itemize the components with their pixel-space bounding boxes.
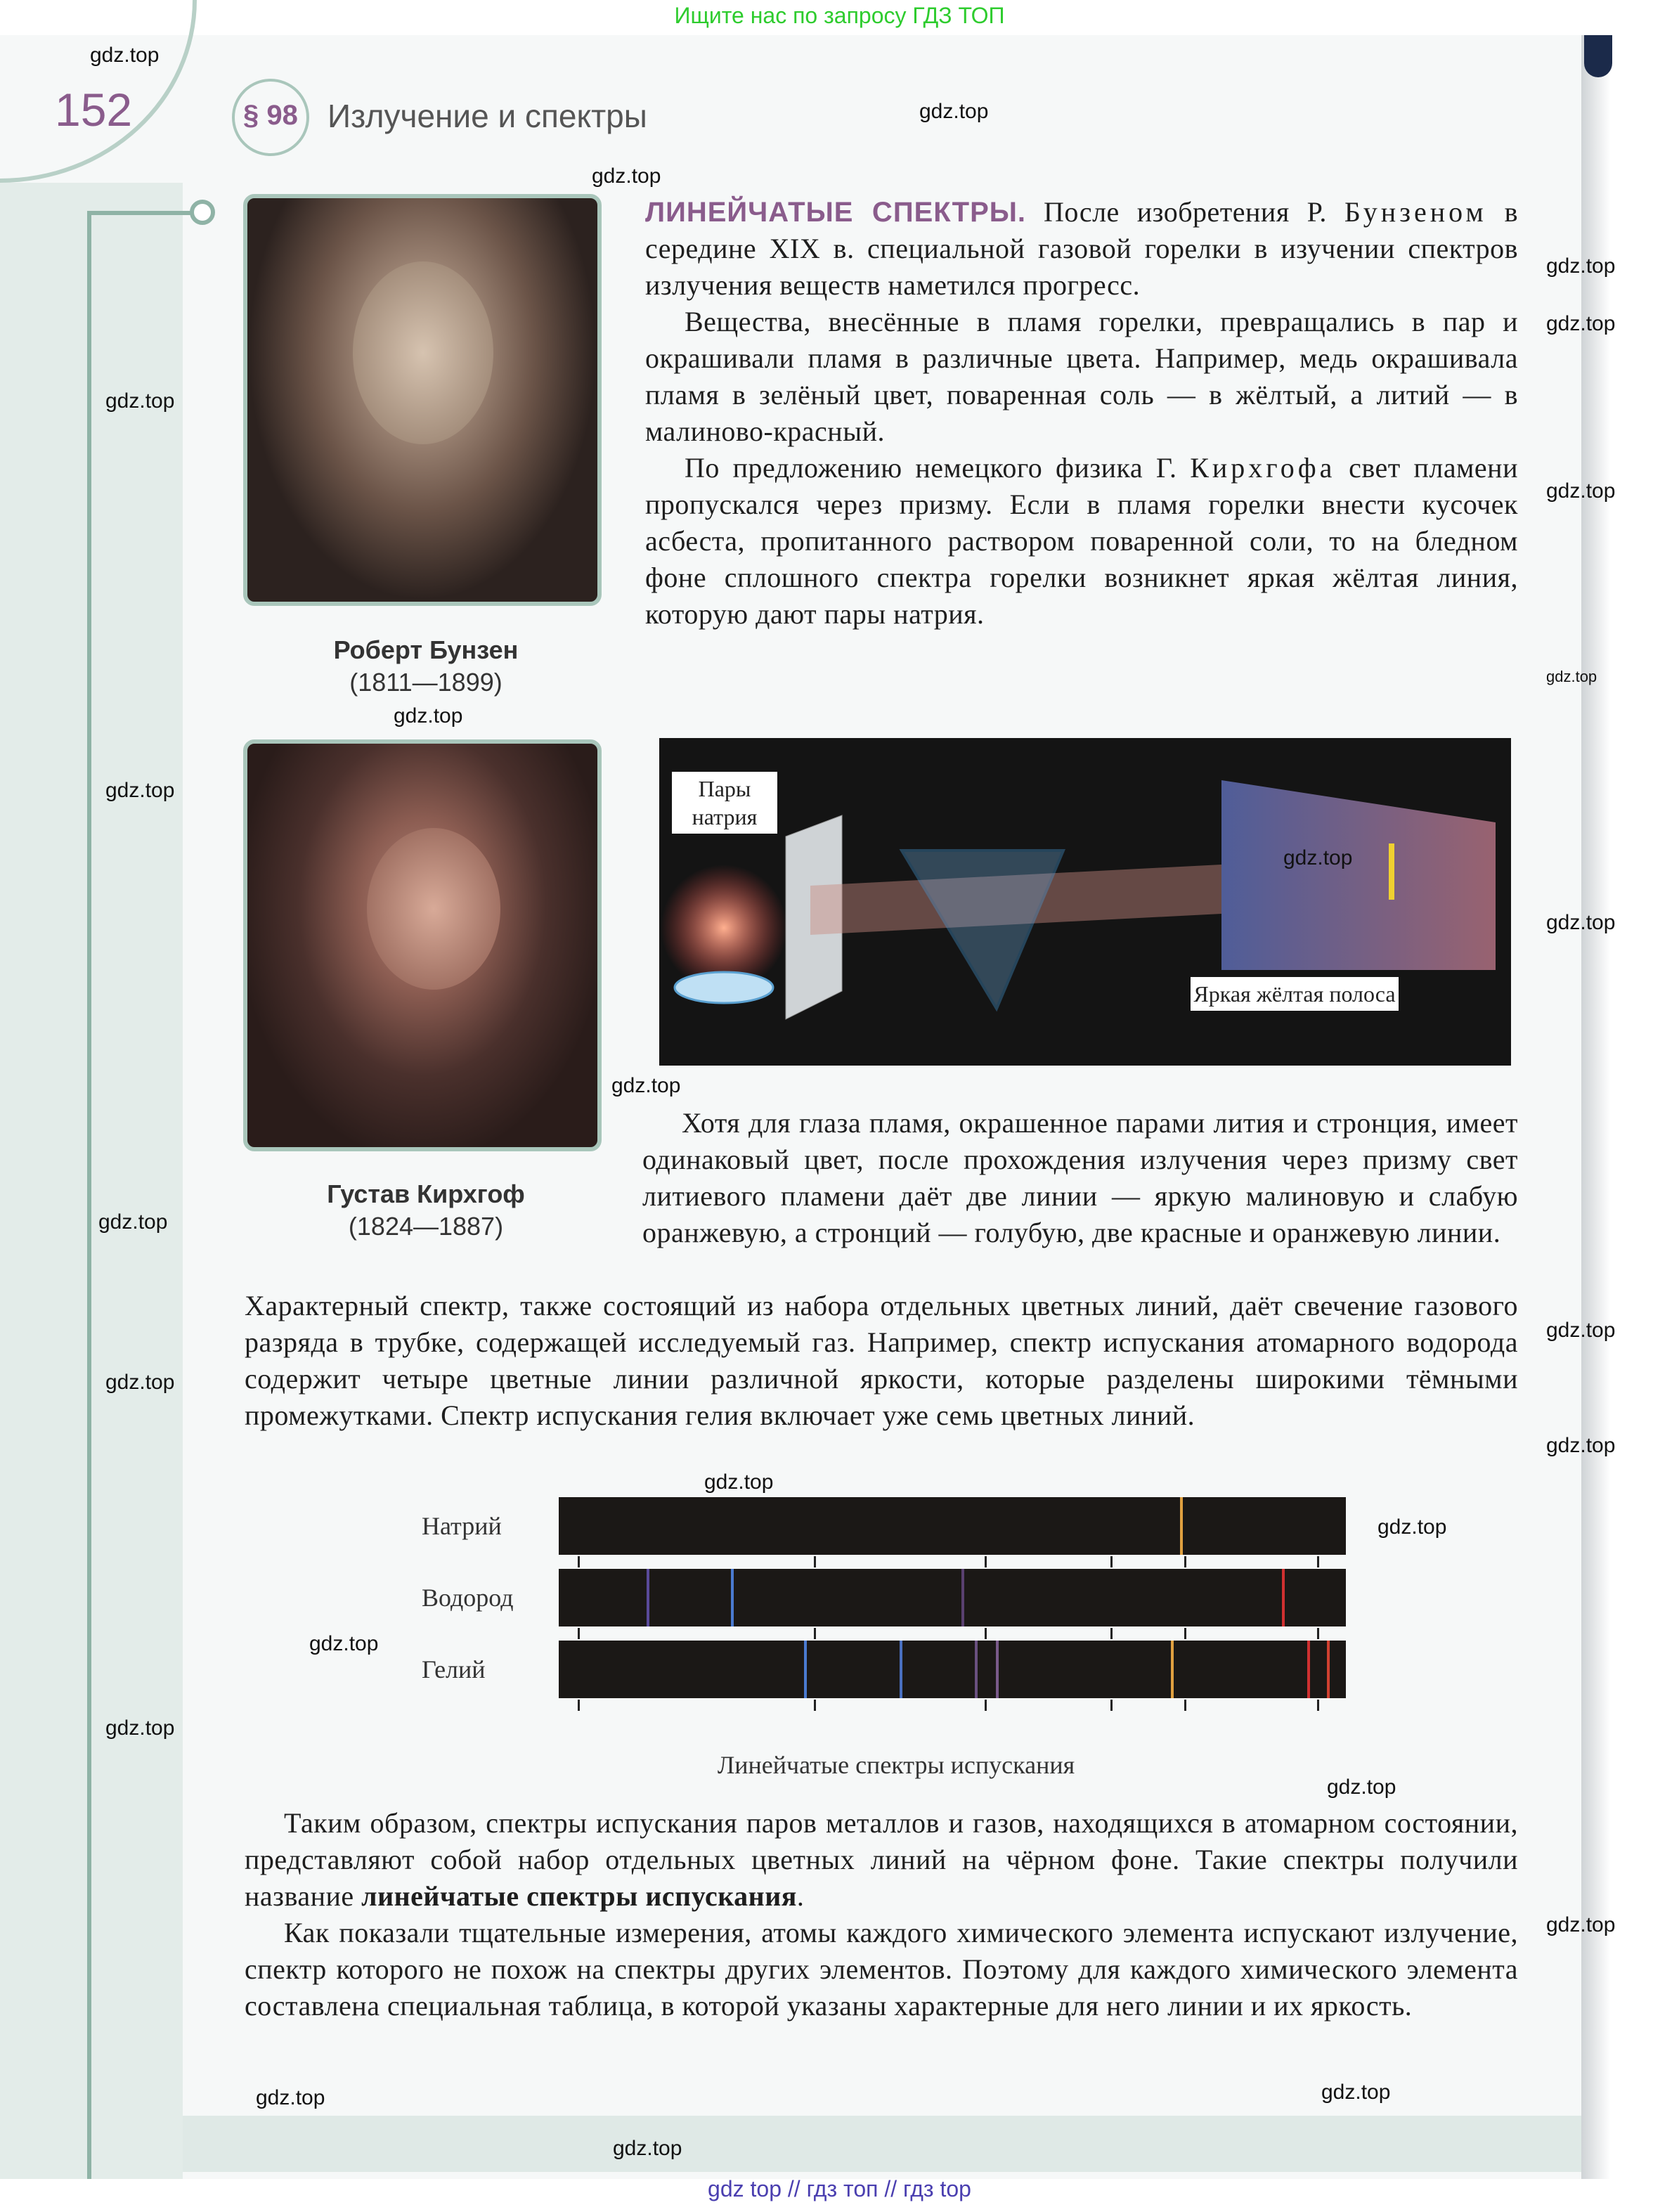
scale-tick xyxy=(1110,1556,1113,1567)
text-run: Бунзеном xyxy=(1344,196,1487,228)
subheading: ЛИНЕЙЧАТЫЕ СПЕКТРЫ. xyxy=(645,197,1027,228)
paragraph xyxy=(645,450,1518,633)
spectral-line xyxy=(731,1569,734,1626)
text-run: в середине XIX в. специальной газовой горелки в изучении спектров излучения веществ наметился прогресс. xyxy=(645,196,1518,301)
watermark: gdz.top xyxy=(98,1210,168,1234)
yellow-band xyxy=(1389,843,1394,900)
scale-tick xyxy=(578,1628,580,1639)
prism-diagram xyxy=(659,738,1511,1066)
spectrum-bar xyxy=(559,1569,1346,1626)
text-run: По предложению немецкого физика Г. xyxy=(685,452,1191,484)
spectrum-label: Натрий xyxy=(422,1512,502,1540)
scale-tick xyxy=(1317,1556,1319,1567)
text-run: После изобретения Р. xyxy=(1026,196,1344,228)
text-block-wide xyxy=(245,1288,1518,1434)
watermark: gdz.top xyxy=(613,2137,682,2160)
scale-tick xyxy=(985,1556,987,1567)
portrait-bunsen xyxy=(243,194,602,606)
watermark: gdz.top xyxy=(1546,312,1616,335)
face-shape xyxy=(353,261,493,444)
margin-rail xyxy=(87,211,91,2179)
scale-tick xyxy=(814,1700,816,1711)
portrait-years: (1811—1899) xyxy=(349,668,503,697)
prism xyxy=(902,850,1063,1009)
text-run: Кирхгофа xyxy=(1190,452,1336,484)
watermark: gdz.top xyxy=(1546,911,1616,934)
scale-tick xyxy=(1317,1700,1319,1711)
spectral-line xyxy=(975,1641,978,1698)
prism-diagram-svg xyxy=(659,738,1511,1066)
scale-tick xyxy=(814,1556,816,1567)
watermark: gdz.top xyxy=(1546,1434,1616,1457)
portrait-name: Густав Кирхгоф xyxy=(327,1179,525,1208)
watermark: gdz.top xyxy=(1377,1515,1447,1539)
spectral-line xyxy=(1171,1641,1174,1698)
watermark: gdz.top xyxy=(704,1470,774,1494)
paragraph xyxy=(245,1805,1518,1915)
margin-band xyxy=(0,183,183,2179)
scale-tick xyxy=(985,1700,987,1711)
watermark: gdz.top xyxy=(1546,668,1597,685)
scale-tick xyxy=(1184,1628,1186,1639)
page-corner-shadow xyxy=(1584,35,1612,77)
spectrum-label: Водород xyxy=(422,1584,514,1612)
paragraph: Хотя для глаза пламя, окрашенное парами лития и стронция, имеет одинаковый цвет, после прохождения излучения через призму свет литиевого пламени даёт две линии — яркую малиновую и слабую оранжевую, а стронций — голубую, две красные и оранжевую линии. xyxy=(642,1107,1518,1248)
spectral-line xyxy=(1282,1569,1285,1626)
watermark: gdz.top xyxy=(592,164,661,188)
section-title: Излучение и спектры xyxy=(328,98,647,134)
watermark: gdz.top xyxy=(1283,846,1353,869)
face-shape xyxy=(367,828,500,990)
paragraph xyxy=(645,194,1518,304)
scale-tick xyxy=(1184,1700,1186,1711)
portrait-years: (1824—1887) xyxy=(348,1212,504,1241)
text-run: Таким образом, спектры испускания паров металлов и газов, находящихся в атомарном состоянии, представляют собой набор отдельных цветных линий на чёрном фоне. Такие спектры получили название xyxy=(245,1807,1518,1912)
watermark: gdz.top xyxy=(1546,479,1616,503)
scale-tick xyxy=(1184,1556,1186,1567)
portrait-name: Роберт Бунзен xyxy=(333,635,519,664)
section-number: § 98 xyxy=(243,100,298,131)
text-block-top xyxy=(645,194,1518,633)
scale-tick xyxy=(578,1700,580,1711)
watermark: gdz.top xyxy=(1546,1319,1616,1342)
watermark: gdz.top xyxy=(394,704,463,727)
rail-dot xyxy=(190,200,215,225)
spectral-line xyxy=(1180,1497,1183,1555)
spectral-line xyxy=(961,1569,964,1626)
spectral-line xyxy=(647,1569,649,1626)
spectrum-label: Гелий xyxy=(422,1655,486,1683)
spectral-line xyxy=(996,1641,999,1698)
margin-rail-branch xyxy=(87,211,200,215)
watermark: gdz.top xyxy=(1546,254,1616,278)
text-run: . xyxy=(796,1880,805,1912)
scale-tick xyxy=(1110,1628,1113,1639)
text-run: свет пламени пропускался через призму. Если в пламя горелки внести кусочек асбеста, пропитанного раствором поваренной соли, то на бледном фоне сплошного спектра горелки возникнет яркая жёлтая линия, которую дают пары натрия. xyxy=(645,452,1518,630)
watermark: gdz.top xyxy=(919,100,989,123)
watermark: gdz.top xyxy=(105,1371,175,1394)
footer-links[interactable]: gdz top // гдз топ // гдз top xyxy=(708,2176,971,2201)
label-yellow-band: Яркая жёлтая полоса xyxy=(1191,977,1399,1011)
watermark: gdz.top xyxy=(256,2086,325,2109)
scale-tick xyxy=(1110,1700,1113,1711)
top-banner[interactable]: Ищите нас по запросу ГДЗ ТОП xyxy=(674,3,1005,28)
watermark: gdz.top xyxy=(611,1074,681,1097)
line-spectra-figure xyxy=(422,1497,1370,1792)
watermark: gdz.top xyxy=(105,1716,175,1740)
page-number: 152 xyxy=(55,84,133,136)
spectral-line xyxy=(900,1641,902,1698)
figure-caption: Линейчатые спектры испускания xyxy=(717,1751,1075,1779)
next-page-edge xyxy=(1581,35,1679,2179)
bottom-band xyxy=(183,2116,1581,2172)
label-sodium-vapor: Пары натрия xyxy=(672,772,777,834)
scale-tick xyxy=(985,1628,987,1639)
watermark: gdz.top xyxy=(1327,1776,1396,1799)
scale-tick xyxy=(814,1628,816,1639)
paragraph: Характерный спектр, также состоящий из набора отдельных цветных линий, даёт свечение газового разряда в трубке, содержащей исследуемый газ. Например, спектр испускания атомарного водорода содержит четыре цветные линии различной яркости, которые разделены широкими тёмными промежутками. Спектр испускания гелия включает уже семь цветных линий. xyxy=(245,1290,1518,1431)
paragraph: Как показали тщательные измерения, атомы каждого химического элемента испускают излучение, спектр которого не похож на спектры других элементов. Поэтому для каждого химического элемента составлена специальная таблица, в которой указаны характерные для него линии и их яркость. xyxy=(245,1917,1518,2022)
watermark: gdz.top xyxy=(105,779,175,802)
spectrum-bar xyxy=(559,1497,1346,1555)
watermark: gdz.top xyxy=(309,1632,379,1655)
watermark: gdz.top xyxy=(90,44,160,67)
watermark: gdz.top xyxy=(105,389,175,413)
spectral-line xyxy=(1327,1641,1330,1698)
text-block-middle xyxy=(642,1105,1518,1251)
watermark: gdz.top xyxy=(1546,1913,1616,1936)
text-block-bottom xyxy=(245,1805,1518,2024)
watermark: gdz.top xyxy=(1321,2081,1391,2104)
burner-dish xyxy=(675,972,773,1003)
scale-tick xyxy=(1317,1628,1319,1639)
spectrum-screen xyxy=(1221,780,1496,970)
scale-tick xyxy=(578,1556,580,1567)
spectral-line xyxy=(1307,1641,1310,1698)
spectral-line xyxy=(804,1641,807,1698)
spectrum-bar xyxy=(559,1641,1346,1698)
paragraph: Вещества, внесённые в пламя горелки, превращались в пар и окрашивали пламя в различные цвета. Например, медь окрашивала пламя в зелёный цвет, поваренная соль — в жёлтый, а литий — в малиново-красный. xyxy=(645,306,1518,447)
portrait-kirchhoff xyxy=(243,739,602,1151)
bold-term: линейчатые спектры испускания xyxy=(361,1880,797,1912)
